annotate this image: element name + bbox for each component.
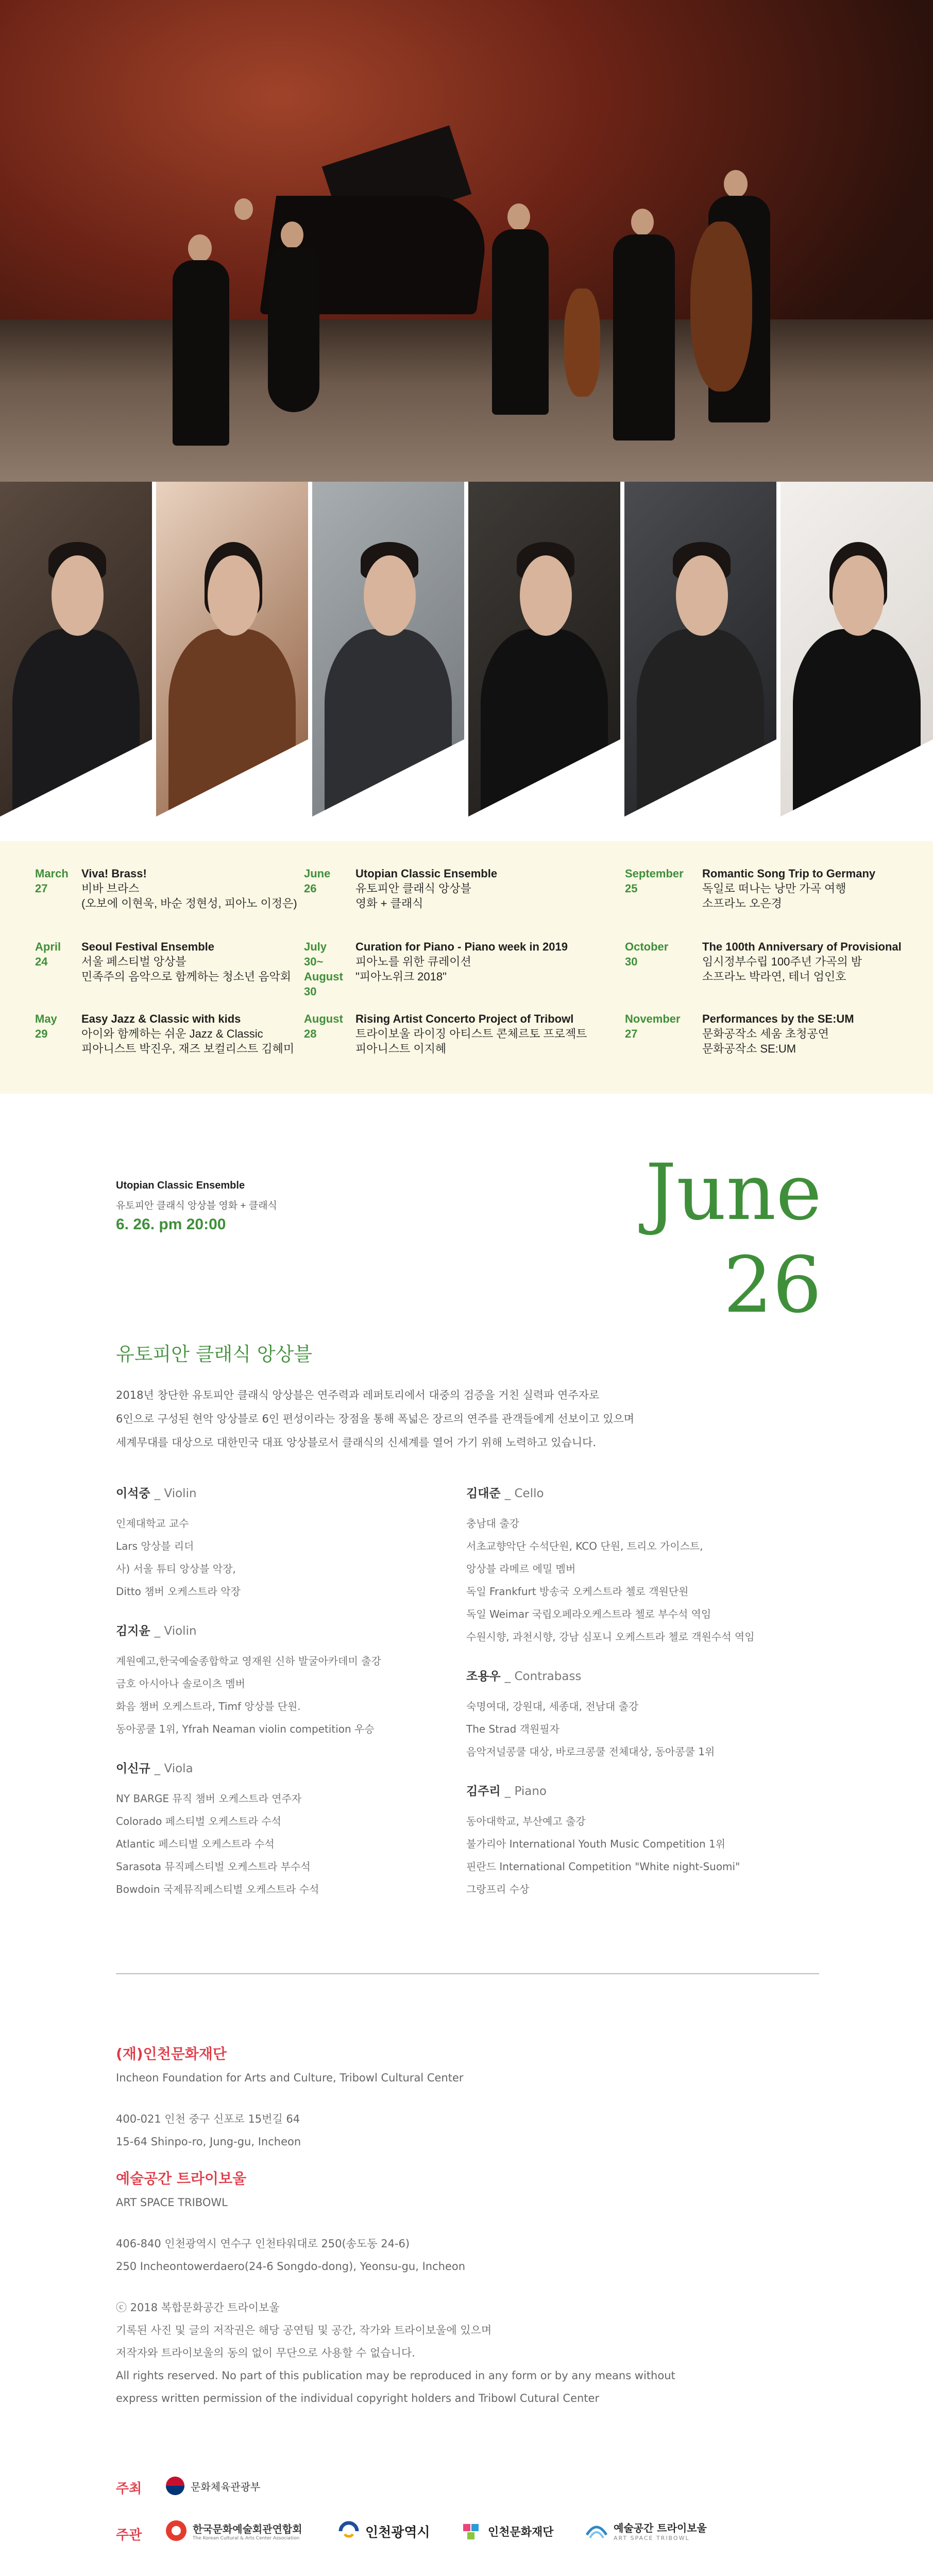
performer-head (234, 198, 253, 220)
org2-en-name: ART SPACE TRIBOWL (116, 2196, 228, 2209)
copyright-block: ⓒ 2018 복합문화공간 트라이보울 기록된 사진 및 글의 저작권은 해당 공연팀 및 공간, 작가와 트라이보울에 있으며 저작자와 트라이보울의 동의 없이 무단으로 사용할 수 없습니다. All rights reserved. No part of this publication may be reproduced in any form or by any means without express written permission of the individual copyright holders and Tribowl Cutural Center (116, 2301, 675, 2404)
performer-viola (492, 229, 549, 415)
logo-kfa: 한국문화예술회관연합회 The Korean Cultural & Arts Center Association (165, 2519, 302, 2542)
org1-en-name: Incheon Foundation for Arts and Culture, Tribowl Cultural Center (116, 2072, 464, 2084)
big-day: 26 (723, 1241, 822, 1330)
performer-cello (613, 234, 675, 440)
bio-block: 이신규 _ Viola NY BARGE 뮤직 챔버 오케스트라 연주자 Colorado 페스티벌 오케스트라 수석 Atlantic 페스티벌 오케스트라 수석 Sarasota 뮤직페스티벌 오케스트라 부수석 Bowdoin 국제뮤직페스티벌 오케스트라 수석 (116, 1762, 319, 1895)
kfa-emblem-icon (165, 2519, 188, 2542)
org1-address-en: 15-64 Shinpo-ro, Jung-gu, Incheon (116, 2136, 301, 2148)
logo-ifac: 인천문화재단 (461, 2521, 554, 2541)
bio-block: 조용우 _ Contrabass 숙명여대, 강원대, 세종대, 전남대 출강 The Strad 객원필자 음악저널콩쿨 대상, 바로크콩쿨 전체대상, 동아콩쿨 1위 (466, 1670, 715, 1758)
bio-block: 이석중 _ Violin 인제대학교 교수 Lars 앙상블 리더 사) 서울 튜티 앙상블 악장, Ditto 챔버 오케스트라 악장 (116, 1487, 241, 1598)
performer-violin-2 (268, 247, 319, 412)
bio-block: 김지윤 _ Violin 계원예고,한국예술종합학교 영재원 신하 발굴아카데미 출강 금호 아시아나 솔로이츠 멤버 화음 챔버 오케스트라, Timf 앙상블 단원. 동아콩쿨 1위, Yfrah Neaman violin competition 우승 (116, 1624, 381, 1735)
contrabass-instrument (690, 222, 752, 392)
logo-tribowl: 예술공간 트라이보울 ART SPACE TRIBOWL (585, 2519, 707, 2542)
org1-name: (재)인천문화재단 (116, 2045, 227, 2062)
performer-head (724, 170, 748, 198)
bio-block: 김주리 _ Piano 동아대학교, 부산예고 출강 불가리아 International Youth Music Competition 1위 핀란드 International Competition "White night-Suomi" 그랑프리 수상 (466, 1785, 740, 1895)
performer-head (631, 209, 654, 235)
logo-mcst: 문화체육관광부 (165, 2476, 260, 2496)
bio-block: 김대준 _ Cello 충남대 출강 서초교향악단 수석단원, KCO 단원, 트리오 가이스트, 앙상블 라메르 에밀 멤버 독일 Frankfurt 방송국 오케스트라 첼로 객원단원 독일 Weimar 국립오페라오케스트라 첼로 부수석 역임 수원시향, 과천시향, 강남 심포니 오케스트라 첼로 객원수석 역임 (466, 1487, 755, 1643)
performer-violin-1 (173, 260, 229, 446)
feature-en-title: Utopian Classic Ensemble (116, 1180, 245, 1191)
feature-intro: 2018년 창단한 유토피안 클래식 앙상블은 연주력과 레퍼토리에서 대중의 검증을 거친 실력파 연주자로 6인으로 구성된 현악 앙상블로 6인 편성이라는 장점을 통해 폭넓은 장르의 연주를 관객들에게 선보이고 있으며 세계무대를 대상으로 대한민국 대표 앙상블로서 클래식의 신세계를 열어 가기 위해 노력하고 있습니다. (116, 1389, 635, 1449)
feature-heading: 유토피안 클래식 앙상블 (116, 1343, 312, 1365)
stage-floor (0, 319, 933, 482)
cello-instrument (564, 289, 600, 397)
org1-address-ko: 400-021 인천 중구 신포로 15번길 64 (116, 2113, 300, 2125)
season-calendar: March 27 Viva! Brass! 비바 브라스 (오보에 이현욱, 바순 정현성, 피아노 이정은) June 26 Utopian Classic Ensemble 유토피안 클래식 앙상블 영화 + 클래식 September 25 Romantic Song Trip to Germany 독일로 떠나는 낭만 가곡 여행 소프라노 오은경 April 24 Seoul Festival Ensemble 서울 페스티벌 앙상블 민족주의 음악으로 함께하는 청소년 음악회 July 30~ August 30 Curation for Piano - Piano week in 2019 피아노를 위한 큐레이션 "피아노위크 2018" October 30 The 100th Anniversary of Provisional 임시정부수립 100주년 가곡의 밤 소프라노 박라연, 테너 엄인호 May 29 Easy Jazz & Classic with kids 아이와 함께하는 쉬운 Jazz & Classic 피아니스트 박진우, 재즈 보컬리스트 김혜미 August 28 Rising Artist Concerto Project of Tribowl 트라이보울 라이징 아티스트 콘체르토 프로젝트 피아니스트 이지혜 November 27 Performances by the SE:UM 문화공작소 세움 초청공연 문화공작소 SE:UM (0, 841, 933, 1094)
performer-head (507, 204, 530, 230)
org2-name: 예술공간 트라이보울 (116, 2170, 247, 2187)
performer-head (188, 234, 212, 262)
bios-left-column (116, 1484, 446, 1901)
tribowl-emblem-icon (585, 2519, 608, 2542)
organizer-label: 주관 (116, 2528, 142, 2543)
logo-incheon-city: 인천광역시 (337, 2521, 430, 2541)
performer-head (281, 222, 303, 248)
org2-address-ko: 406-840 인천광역시 연수구 인천타워대로 250(송도동 24-6) (116, 2238, 410, 2250)
ifac-emblem-icon (461, 2521, 483, 2541)
host-label: 주최 (116, 2481, 142, 2497)
hero-concert-photo (0, 0, 933, 482)
mcst-emblem-icon (165, 2476, 185, 2496)
section-divider (116, 1973, 819, 1974)
big-month: June (645, 1148, 822, 1238)
portrait-diagonal-cut (0, 739, 933, 817)
incheon-city-emblem-icon (337, 2521, 360, 2541)
org2-address-en: 250 Incheontowerdaero(24-6 Songdo-dong), Yeonsu-gu, Incheon (116, 2260, 465, 2273)
feature-datetime: 6. 26. pm 20:00 (116, 1216, 226, 1233)
bios-right-column (466, 1484, 827, 1901)
member-portraits (0, 482, 933, 817)
feature-subtitle: 유토피안 클래식 앙상블 영화 + 클래식 (116, 1200, 277, 1211)
footer-info (116, 2043, 827, 2410)
